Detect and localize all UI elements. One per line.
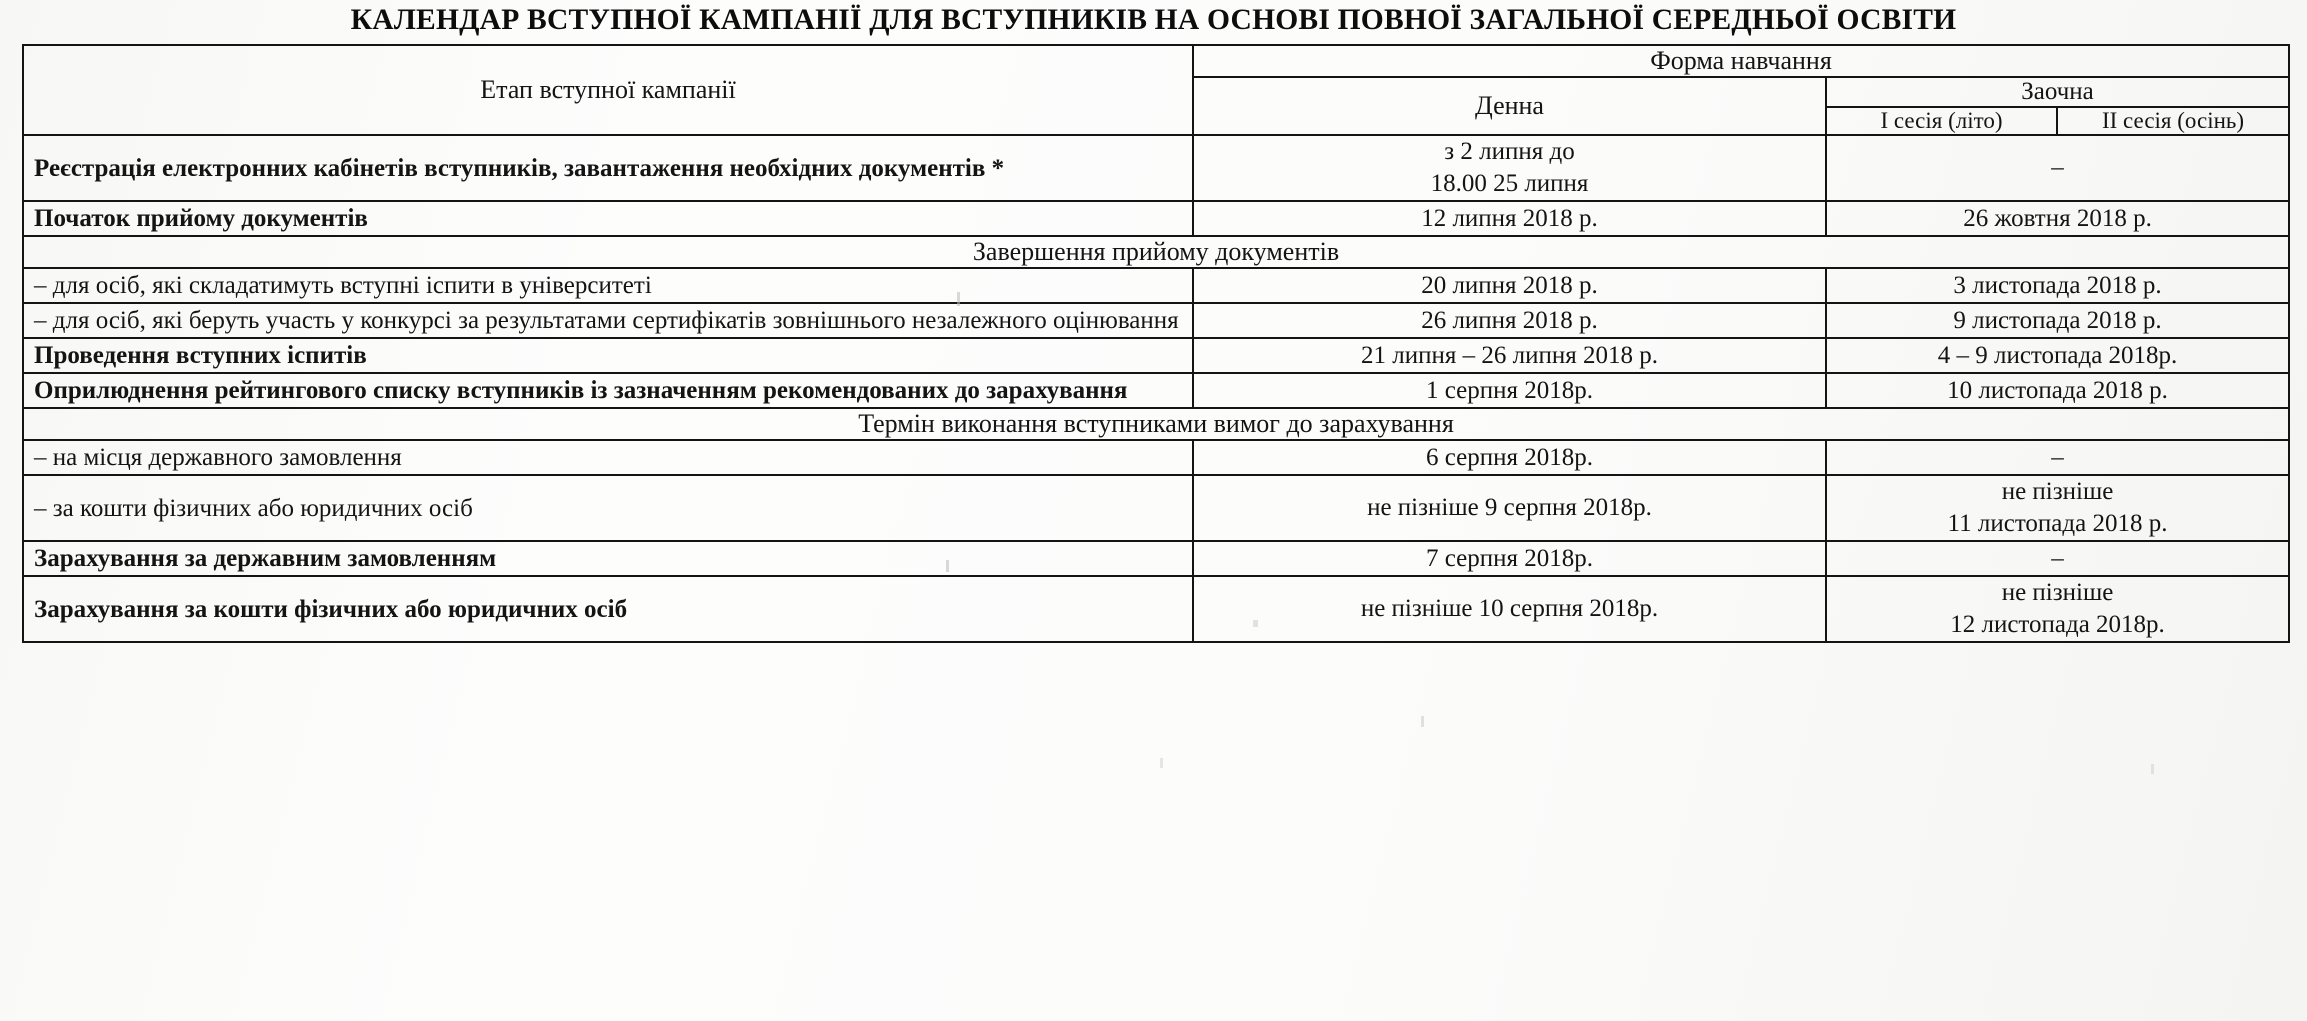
- header-stage: Етап вступної кампанії: [23, 45, 1193, 135]
- stage-cell: Зарахування за державним замовленням: [23, 541, 1193, 576]
- table-row: [23, 135, 2289, 201]
- stage-cell: Оприлюднення рейтингового списку вступників із зазначенням рекомендованих до зарахування: [23, 373, 1193, 408]
- full-time-date-cell: 7 серпня 2018р.: [1193, 541, 1826, 576]
- part-time-date-cell: не пізніше 11 листопада 2018 р.: [1826, 475, 2289, 541]
- table-row: [23, 303, 2289, 338]
- part-time-date-cell: 10 листопада 2018 р.: [1826, 373, 2289, 408]
- stage-cell: – за кошти фізичних або юридичних осіб: [23, 475, 1193, 541]
- stage-cell: Початок прийому документів: [23, 201, 1193, 236]
- header-part-time: Заочна: [1826, 77, 2289, 107]
- table-row: [23, 201, 2289, 236]
- admission-calendar-table: [22, 44, 2290, 643]
- table-row: [23, 541, 2289, 576]
- header-form-of-study: Форма навчання: [1193, 45, 2289, 77]
- section-header-label: Термін виконання вступниками вимог до зарахування: [23, 408, 2289, 440]
- full-time-date-cell: 6 серпня 2018р.: [1193, 440, 1826, 475]
- full-time-date-cell: 12 липня 2018 р.: [1193, 201, 1826, 236]
- part-time-date-cell: не пізніше 12 листопада 2018р.: [1826, 576, 2289, 642]
- table-row: [23, 268, 2289, 303]
- full-time-date-cell: не пізніше 9 серпня 2018р.: [1193, 475, 1826, 541]
- table-header: [23, 45, 2289, 135]
- full-time-date-cell: з 2 липня до 18.00 25 липня: [1193, 135, 1826, 201]
- stage-cell: Проведення вступних іспитів: [23, 338, 1193, 373]
- table-body: [23, 135, 2289, 642]
- table-row: [23, 576, 2289, 642]
- full-time-date-cell: 21 липня – 26 липня 2018 р.: [1193, 338, 1826, 373]
- header-session-1: І сесія (літо): [1826, 107, 2057, 135]
- scan-speck: [1160, 758, 1163, 768]
- stage-cell: Реєстрація електронних кабінетів вступників, завантаження необхідних документів *: [23, 135, 1193, 201]
- part-time-date-cell: 26 жовтня 2018 р.: [1826, 201, 2289, 236]
- part-time-date-cell: 3 листопада 2018 р.: [1826, 268, 2289, 303]
- full-time-date-cell: 20 липня 2018 р.: [1193, 268, 1826, 303]
- scan-speck: [2151, 764, 2154, 774]
- table-section-header-row: [23, 408, 2289, 440]
- full-time-date-cell: 1 серпня 2018р.: [1193, 373, 1826, 408]
- table-section-header-row: [23, 236, 2289, 268]
- header-row-1: [23, 45, 2289, 77]
- scan-speck: [1421, 716, 1424, 727]
- stage-cell: – для осіб, які беруть участь у конкурсі за результатами сертифікатів зовнішнього незалежного оцінювання: [23, 303, 1193, 338]
- table-row: [23, 475, 2289, 541]
- full-time-date-cell: не пізніше 10 серпня 2018р.: [1193, 576, 1826, 642]
- part-time-date-cell: –: [1826, 440, 2289, 475]
- full-time-date-cell: 26 липня 2018 р.: [1193, 303, 1826, 338]
- stage-cell: – на місця державного замовлення: [23, 440, 1193, 475]
- header-full-time: Денна: [1193, 77, 1826, 135]
- part-time-date-cell: –: [1826, 541, 2289, 576]
- stage-cell: Зарахування за кошти фізичних або юридичних осіб: [23, 576, 1193, 642]
- table-row: [23, 440, 2289, 475]
- table-row: [23, 373, 2289, 408]
- part-time-date-cell: –: [1826, 135, 2289, 201]
- part-time-date-cell: 9 листопада 2018 р.: [1826, 303, 2289, 338]
- page-title: КАЛЕНДАР ВСТУПНОЇ КАМПАНІЇ ДЛЯ ВСТУПНИКІВ НА ОСНОВІ ПОВНОЇ ЗАГАЛЬНОЇ СЕРЕДНЬОЇ ОСВІТИ: [350, 3, 1957, 36]
- stage-cell: – для осіб, які складатимуть вступні іспити в університеті: [23, 268, 1193, 303]
- table-row: [23, 338, 2289, 373]
- section-header-label: Завершення прийому документів: [23, 236, 2289, 268]
- part-time-date-cell: 4 – 9 листопада 2018р.: [1826, 338, 2289, 373]
- header-session-2: ІІ сесія (осінь): [2057, 107, 2289, 135]
